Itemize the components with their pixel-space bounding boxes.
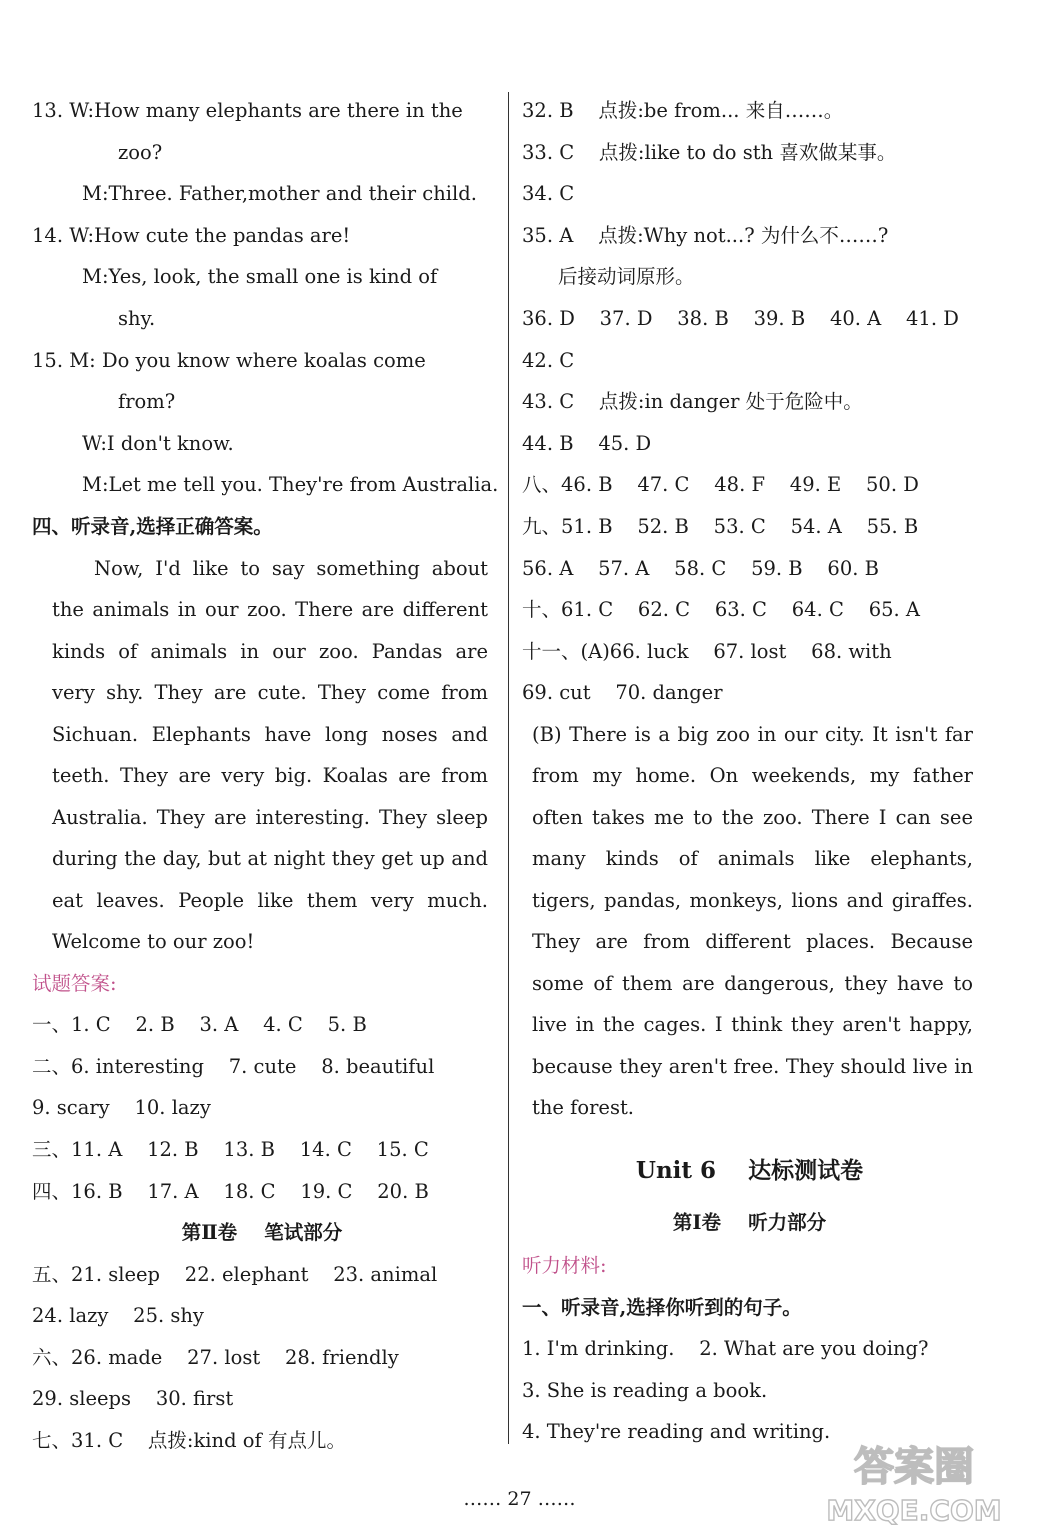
answer-row: 八、46. B 47. C 48. F 49. E 50. D	[522, 473, 919, 497]
answer-row: 35. A 点拨:Why not...? 为什么不……?	[522, 223, 889, 247]
answer-row: 56. A 57. A 58. C 59. B 60. B	[522, 556, 879, 580]
unit-title: Unit 6 达标测试卷	[635, 1156, 864, 1184]
answer-row: 9. scary 10. lazy	[32, 1096, 211, 1120]
column-divider	[508, 92, 509, 1444]
answer-row: 五、21. sleep 22. elephant 23. animal	[32, 1262, 438, 1286]
answer-row: 九、51. B 52. B 53. C 54. A 55. B	[522, 514, 919, 538]
watermark-domain: MXQE.COM	[826, 1494, 1002, 1527]
answer-row: 七、31. C 点拨:kind of 有点儿。	[32, 1429, 346, 1453]
answer-row: 四、16. B 17. A 18. C 19. C 20. B	[32, 1179, 429, 1203]
answer-row: 24. lazy 25. shy	[32, 1304, 204, 1328]
sentence-row: 1. I'm drinking. 2. What are you doing?	[522, 1337, 929, 1361]
listening-passage: Now, I'd like to say something about the animals in our zoo. There are different kinds of animals in our zoo. Pandas are very shy. They are cute. They come from Sichuan. Elephants have long noses and teeth. They are very big. Koalas are from Australia. They are interesting. They sleep during the day, but at night they get up and eat leaves. People like them very much. Welcome to our zoo!	[52, 556, 488, 954]
listening-material-label: 听力材料:	[522, 1253, 607, 1277]
answer-row: 32. B 点拨:be from... 来自……。	[522, 99, 844, 122]
sentence-row: 4. They're reading and writing.	[522, 1420, 831, 1444]
q14-man-line-cont: shy.	[118, 306, 156, 330]
answer-row: 十、61. C 62. C 63. C 64. C 65. A	[522, 598, 920, 622]
section-1-title: 一、听录音,选择你听到的句子。	[522, 1295, 802, 1319]
q14-woman-line: 14. W:How cute the pandas are!	[32, 223, 351, 247]
passage-b: (B) There is a big zoo in our city. It isn't far from my home. On weekends, my father often takes me to the zoo. There I can see many kinds of animals like elephants, tigers, pandas, monkeys, lions and giraffes. They are from different places. Because some of them are dangerous, they have to live in the cages. I think they aren't happy, because they aren't free. They should live in the forest.	[532, 722, 973, 1120]
answer-row: 36. D 37. D 38. B 39. B 40. A 41. D	[522, 306, 959, 330]
answer-row: 34. C	[522, 182, 575, 206]
section-4-title: 四、听录音,选择正确答案。	[32, 514, 273, 538]
answer-row: 十一、(A)66. luck 67. lost 68. with	[522, 639, 892, 663]
part-2-title: 第Ⅱ卷 笔试部分	[181, 1221, 343, 1245]
answer-row: 44. B 45. D	[522, 431, 652, 455]
answer-row: 42. C	[522, 348, 575, 372]
q15-man-line-cont: from?	[118, 390, 176, 414]
answer-row: 二、6. interesting 7. cute 8. beautiful	[32, 1054, 435, 1078]
watermark-logo	[812, 1436, 1017, 1528]
answer-row: 33. C 点拨:like to do sth 喜欢做某事。	[522, 140, 897, 164]
q14-man-line: M:Yes, look, the small one is kind of	[82, 265, 438, 289]
q15-woman-line: W:I don't know.	[82, 431, 234, 455]
part-1-title: 第Ⅰ卷 听力部分	[672, 1210, 827, 1234]
watermark-text: 答案圈	[854, 1444, 974, 1490]
page-number: …… 27 ……	[463, 1488, 576, 1510]
q13-woman-line-cont: zoo?	[118, 140, 163, 164]
answer-row: 三、11. A 12. B 13. B 14. C 15. C	[32, 1137, 429, 1161]
q15-man-line: 15. M: Do you know where koalas come	[32, 348, 426, 372]
answer-row: 29. sleeps 30. first	[32, 1387, 234, 1411]
answer-row: 69. cut 70. danger	[522, 681, 723, 705]
answer-row-cont: 后接动词原形。	[558, 265, 695, 289]
answer-row: 一、1. C 2. B 3. A 4. C 5. B	[32, 1013, 367, 1037]
q15-man-line-2: M:Let me tell you. They're from Australia.	[82, 473, 499, 497]
right-column	[522, 90, 977, 1453]
sentence-row: 3. She is reading a book.	[522, 1378, 768, 1402]
q13-woman-line: 13. W:How many elephants are there in the	[32, 99, 463, 122]
answer-row: 六、26. made 27. lost 28. friendly	[32, 1345, 399, 1369]
answers-label: 试题答案:	[32, 971, 117, 995]
left-column	[32, 90, 499, 1462]
answer-row: 43. C 点拨:in danger 处于危险中。	[522, 390, 863, 414]
q13-man-line: M:Three. Father,mother and their child.	[82, 182, 477, 206]
